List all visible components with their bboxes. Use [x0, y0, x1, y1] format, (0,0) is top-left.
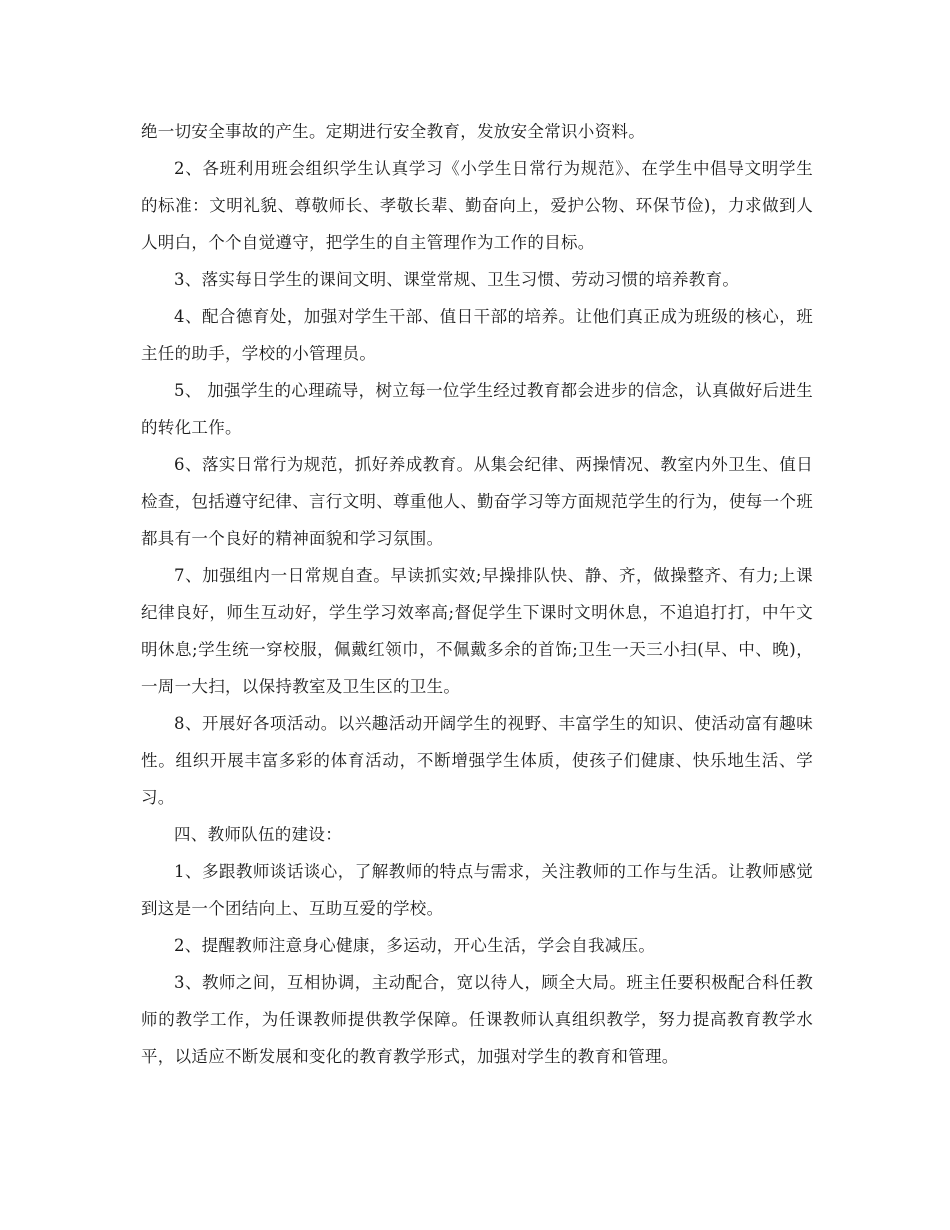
paragraph-item-7: 7、加强组内一日常规自查。早读抓实效;早操排队快、静、齐，做操整齐、有力;上课纪律良好，师生互动好，学生学习效率高;督促学生下课时文明休息，不追追打打，中午文明休息;学生统一穿校服，佩戴红领巾，不佩戴多余的首饰;卫生一天三小扫(早、中、晚)，一周一大扫，以保持教室及卫生区的卫生。: [141, 566, 813, 696]
paragraph-item-3: 3、落实每日学生的课间文明、课堂常规、卫生习惯、劳动习惯的培养教育。: [174, 270, 740, 289]
document-body: [141, 113, 813, 1075]
paragraph-teacher-item-2: 2、提醒教师注意身心健康，多运动，开心生活，学会自我减压。: [174, 936, 656, 955]
paragraph-teacher-item-1: 1、多跟教师谈话谈心，了解教师的特点与需求，关注教师的工作与生活。让教师感觉到这是一个团结向上、互助互爱的学校。: [141, 862, 813, 918]
paragraph-item-5: 5、 加强学生的心理疏导，树立每一位学生经过教育都会进步的信念，认真做好后进生的转化工作。: [141, 381, 813, 437]
paragraph-item-8: 8、开展好各项活动。以兴趣活动开阔学生的视野、丰富学生的知识、使活动富有趣味性。组织开展丰富多彩的体育活动，不断增强学生体质，使孩子们健康、快乐地生活、学习。: [141, 714, 813, 807]
section-heading-teachers: 四、教师队伍的建设：: [174, 825, 342, 844]
paragraph-teacher-item-3: 3、教师之间，互相协调，主动配合，宽以待人，顾全大局。班主任要积极配合科任教师的教学工作，为任课教师提供教学保障。任课教师认真组织教学，努力提高教育教学水平，以适应不断发展和变化的教育教学形式，加强对学生的教育和管理。: [141, 973, 813, 1066]
paragraph-item-2: 2、各班利用班会组织学生认真学习《小学生日常行为规范》、在学生中倡导文明学生的标准：文明礼貌、尊敬师长、孝敬长辈、勤奋向上，爱护公物、环保节俭)，力求做到人人明白，个个自觉遵守，把学生的自主管理作为工作的目标。: [141, 159, 813, 252]
paragraph-safety-continuation: 绝一切安全事故的产生。定期进行安全教育，发放安全常识小资料。: [141, 122, 645, 141]
paragraph-item-6: 6、落实日常行为规范，抓好养成教育。从集会纪律、两操情况、教室内外卫生、值日检查，包括遵守纪律、言行文明、尊重他人、勤奋学习等方面规范学生的行为，使每一个班都具有一个良好的精神面貌和学习氛围。: [141, 455, 813, 548]
paragraph-item-4: 4、配合德育处，加强对学生干部、值日干部的培养。让他们真正成为班级的核心，班主任的助手，学校的小管理员。: [141, 307, 813, 363]
